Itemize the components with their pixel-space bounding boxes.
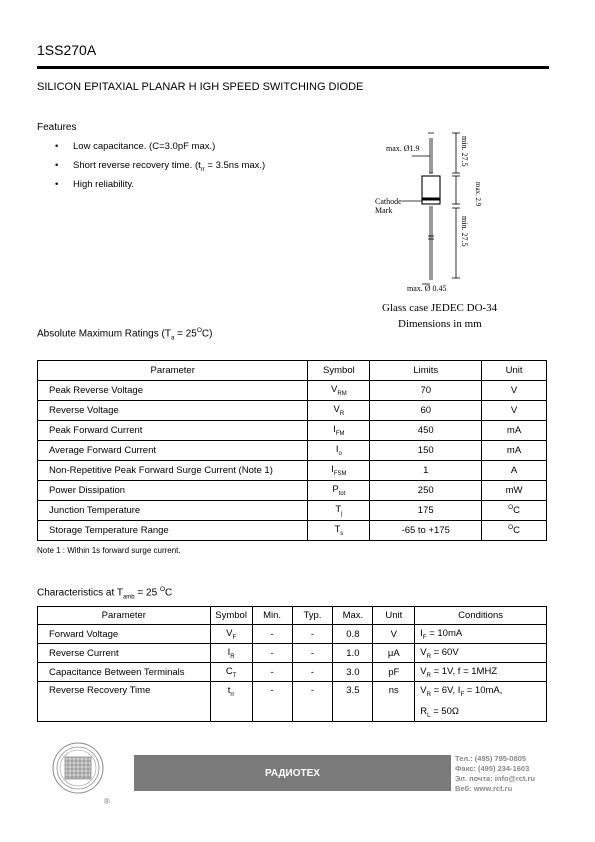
dim-max-d19: max. Ø1.9 bbox=[386, 144, 420, 153]
max-cell: 1.0 bbox=[333, 644, 373, 663]
table-row bbox=[38, 682, 547, 722]
typ-cell: - bbox=[292, 663, 333, 682]
max-cell: 3.0 bbox=[333, 663, 373, 682]
characteristics-title: Characteristics at $T_{amb} = 25$ $^O$C bbox=[37, 586, 173, 601]
unit-cell: pF bbox=[373, 663, 415, 682]
conditions-cell bbox=[415, 625, 547, 644]
symbol-cell: $P_{tot}$ bbox=[308, 481, 370, 501]
feature-item: • High reliability. bbox=[55, 179, 135, 190]
company-logo bbox=[52, 742, 104, 794]
table-row bbox=[38, 441, 547, 461]
contact-email: Эл. почта: info@rct.ru bbox=[455, 774, 536, 783]
contact-fax: Факс: (495) 234-1603 bbox=[455, 764, 530, 773]
param-cell: Storage Temperature Range bbox=[38, 521, 308, 541]
conditions-cell bbox=[415, 644, 547, 663]
conditions-cell bbox=[415, 663, 547, 682]
header-rule bbox=[37, 66, 549, 69]
limit-cell: 1 bbox=[370, 461, 482, 481]
contact-phone: Тел.: (495) 795-0805 bbox=[455, 754, 527, 763]
symbol-cell: $T_j$ bbox=[308, 501, 370, 521]
col-header-unit: Unit bbox=[373, 607, 415, 625]
limit-cell: 250 bbox=[370, 481, 482, 501]
footnote: Note 1 : Within 1s forward surge current. bbox=[37, 546, 181, 555]
limit-cell: 450 bbox=[370, 421, 482, 441]
param-cell: Reverse Voltage bbox=[38, 401, 308, 421]
typ-cell: - bbox=[292, 644, 333, 663]
characteristics-table bbox=[37, 606, 547, 722]
min-cell: - bbox=[252, 663, 292, 682]
param-cell: Power Dissipation bbox=[38, 481, 308, 501]
col-header-unit: Unit bbox=[482, 361, 547, 381]
feature-item: • Short reverse recovery time. ($t_{rr} = 3.5ns$ max.) bbox=[55, 160, 266, 173]
limit-cell: -65 to +175 bbox=[370, 521, 482, 541]
bullet-icon: • bbox=[55, 160, 59, 171]
cathode-mark-label-1: Cathode bbox=[375, 197, 402, 206]
symbol-cell: $V_{RM}$ bbox=[308, 381, 370, 401]
col-header-max: Max. bbox=[333, 607, 373, 625]
condition-line: $R_L = 50\Omega$ bbox=[420, 705, 459, 719]
part-number: 1SS270A bbox=[37, 42, 97, 58]
dim-max-29: max. 2.9 bbox=[474, 182, 482, 207]
param-cell: Junction Temperature bbox=[38, 501, 308, 521]
param-cell: Peak Forward Current bbox=[38, 421, 308, 441]
symbol-cell: $V_R$ bbox=[308, 401, 370, 421]
company-banner: РАДИОТЕХ bbox=[134, 755, 451, 791]
col-header-limits: Limits bbox=[370, 361, 482, 381]
table-row bbox=[38, 381, 547, 401]
unit-cell: $^O$C bbox=[482, 501, 547, 521]
param-cell: Non-Repetitive Peak Forward Surge Current (Note 1) bbox=[38, 461, 308, 481]
unit-cell: mA bbox=[482, 421, 547, 441]
symbol-cell: $I_{FSM}$ bbox=[308, 461, 370, 481]
contact-web: Веб: www.rct.ru bbox=[455, 784, 513, 793]
col-header-min: Min. bbox=[252, 607, 292, 625]
table-row bbox=[38, 481, 547, 501]
unit-cell: $^O$C bbox=[482, 521, 547, 541]
col-header-typ: Typ. bbox=[292, 607, 333, 625]
limit-cell: 60 bbox=[370, 401, 482, 421]
unit-cell: A bbox=[482, 461, 547, 481]
table-header-row bbox=[38, 361, 547, 381]
param-cell: Forward Voltage bbox=[38, 625, 211, 644]
col-header-parameter: Parameter bbox=[38, 607, 211, 625]
symbol-cell: $I_R$ bbox=[210, 644, 252, 663]
param-cell: Peak Reverse Voltage bbox=[38, 381, 308, 401]
unit-cell: mA bbox=[482, 441, 547, 461]
symbol-cell: $t_{rr}$ bbox=[210, 682, 252, 722]
param-cell: Reverse Current bbox=[38, 644, 211, 663]
col-header-symbol: Symbol bbox=[210, 607, 252, 625]
bullet-icon: • bbox=[55, 141, 59, 152]
dim-min-275-top: min. 27.5 bbox=[460, 136, 469, 167]
param-cell: Average Forward Current bbox=[38, 441, 308, 461]
table-row bbox=[38, 501, 547, 521]
dim-min-275-bot: min. 27.5 bbox=[460, 216, 469, 247]
package-caption: Glass case JEDEC DO-34 bbox=[382, 302, 498, 314]
limit-cell: 70 bbox=[370, 381, 482, 401]
symbol-cell: $I_{FM}$ bbox=[308, 421, 370, 441]
symbol-cell: $T_s$ bbox=[308, 521, 370, 541]
symbol-cell: $I_o$ bbox=[308, 441, 370, 461]
symbol-cell: $C_T$ bbox=[210, 663, 252, 682]
cathode-mark-label-2: Mark bbox=[375, 206, 393, 215]
table-row bbox=[38, 644, 547, 663]
limit-cell: 150 bbox=[370, 441, 482, 461]
min-cell: - bbox=[252, 644, 292, 663]
condition-line: $V_R = 1V$, f = 1MHZ bbox=[420, 665, 498, 679]
registered-mark: ® bbox=[104, 797, 110, 806]
table-row bbox=[38, 461, 547, 481]
unit-cell: V bbox=[482, 401, 547, 421]
abs-max-title: Absolute Maximum Ratings $(T_a = 25^OC)$ bbox=[37, 327, 213, 342]
table-row bbox=[38, 421, 547, 441]
package-dimensions-note: Dimensions in mm bbox=[398, 318, 482, 330]
typ-cell: - bbox=[292, 625, 333, 644]
max-cell: 3.5 bbox=[333, 682, 373, 722]
col-header-parameter: Parameter bbox=[38, 361, 308, 381]
conditions-cell bbox=[415, 682, 547, 722]
typ-cell: - bbox=[292, 682, 333, 722]
unit-cell: V bbox=[373, 625, 415, 644]
document-title: SILICON EPITAXIAL PLANAR H IGH SPEED SWITCHING DIODE bbox=[37, 81, 364, 93]
param-cell: Capacitance Between Terminals bbox=[38, 663, 211, 682]
bullet-icon: • bbox=[55, 179, 59, 190]
param-cell: Reverse Recovery Time bbox=[38, 682, 211, 722]
min-cell: - bbox=[252, 625, 292, 644]
limit-cell: 175 bbox=[370, 501, 482, 521]
symbol-cell: $V_F$ bbox=[210, 625, 252, 644]
unit-cell: ns bbox=[373, 682, 415, 722]
unit-cell: μA bbox=[373, 644, 415, 663]
feature-item: • Low capacitance. (C=3.0pF max.) bbox=[55, 141, 216, 152]
features-heading: Features bbox=[37, 122, 77, 133]
condition-line: $V_R = 6V$, $I_F = 10mA$, bbox=[420, 685, 503, 698]
package-drawing bbox=[372, 128, 502, 298]
table-row bbox=[38, 521, 547, 541]
max-cell: 0.8 bbox=[333, 625, 373, 644]
condition-line: $I_F = 10mA$ bbox=[420, 627, 463, 641]
table-row bbox=[38, 663, 547, 682]
abs-max-table bbox=[37, 360, 547, 541]
condition-line: $V_R = 60V$ bbox=[420, 646, 459, 660]
dim-max-d045: max. Ø 0.45 bbox=[407, 284, 447, 293]
min-cell: - bbox=[252, 682, 292, 722]
unit-cell: mW bbox=[482, 481, 547, 501]
col-header-symbol: Symbol bbox=[308, 361, 370, 381]
table-row bbox=[38, 625, 547, 644]
unit-cell: V bbox=[482, 381, 547, 401]
table-row bbox=[38, 401, 547, 421]
table-header-row bbox=[38, 607, 547, 625]
col-header-conditions: Conditions bbox=[415, 607, 547, 625]
